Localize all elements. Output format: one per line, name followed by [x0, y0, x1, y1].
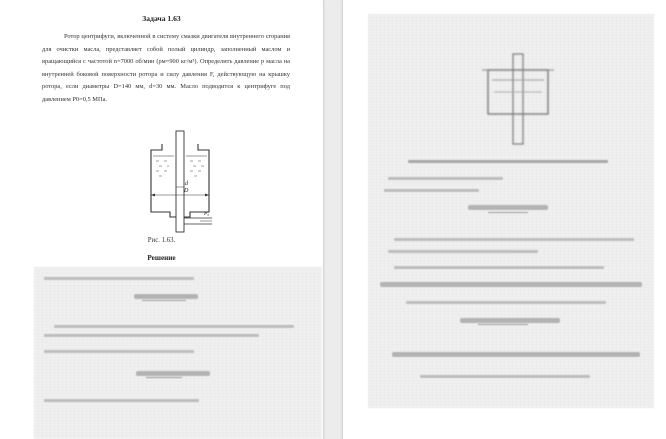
scan-line [388, 177, 503, 180]
scan-fraction [488, 212, 528, 213]
problem-title: Задача 1.63 [142, 14, 181, 23]
scan-formula [134, 294, 198, 299]
housing-left [151, 144, 176, 217]
solution-heading: Решение [147, 254, 176, 262]
scan-formula [136, 371, 210, 376]
scan-formula [468, 205, 548, 210]
problem-text: Ротор центрифуги, включенной в систему смазки двигателя внутреннего сгорания для очистки масла, представляет собой полый цилиндр, заполненный маслом и вращающийся с частотой n=7000 об/мин (ρм=900 кг/м³). Определить давление p масла на внутренней боковой поверхности ротора и силу давления F, действующую на крышку ротора, если диаметры D=140 мм, d=30 мм. Масло подводится к центрифуге под давлением P0=0,5 МПа. [42, 33, 290, 103]
scan-line [384, 189, 479, 192]
scanned-solution-right [368, 14, 654, 408]
figure-caption: Рис. 1.63. [147, 237, 176, 244]
scan-line [388, 250, 538, 253]
scanned-solution-left [34, 267, 322, 439]
shaft [176, 131, 184, 232]
scan-line [408, 160, 608, 163]
label-D: D [184, 188, 189, 194]
scan-line [420, 375, 590, 378]
scan-line [394, 238, 634, 241]
scan-fraction [478, 324, 528, 325]
scan-figure [480, 50, 556, 150]
scan-formula [380, 282, 642, 287]
scan-formula [392, 352, 640, 357]
scan-line [54, 325, 294, 328]
scan-line [44, 277, 194, 280]
scan-line [394, 266, 604, 269]
scan-line [406, 301, 606, 304]
scan-line [44, 334, 259, 337]
scan-line [44, 399, 199, 402]
scan-formula [460, 318, 560, 323]
scan-fraction [146, 377, 182, 378]
label-d: d [185, 181, 188, 187]
centrifuge-diagram [140, 130, 220, 234]
label-p0: P₀ [204, 211, 210, 217]
scan-figure-shaft [513, 54, 523, 144]
scan-fraction [142, 300, 186, 301]
scan-line [44, 350, 194, 353]
